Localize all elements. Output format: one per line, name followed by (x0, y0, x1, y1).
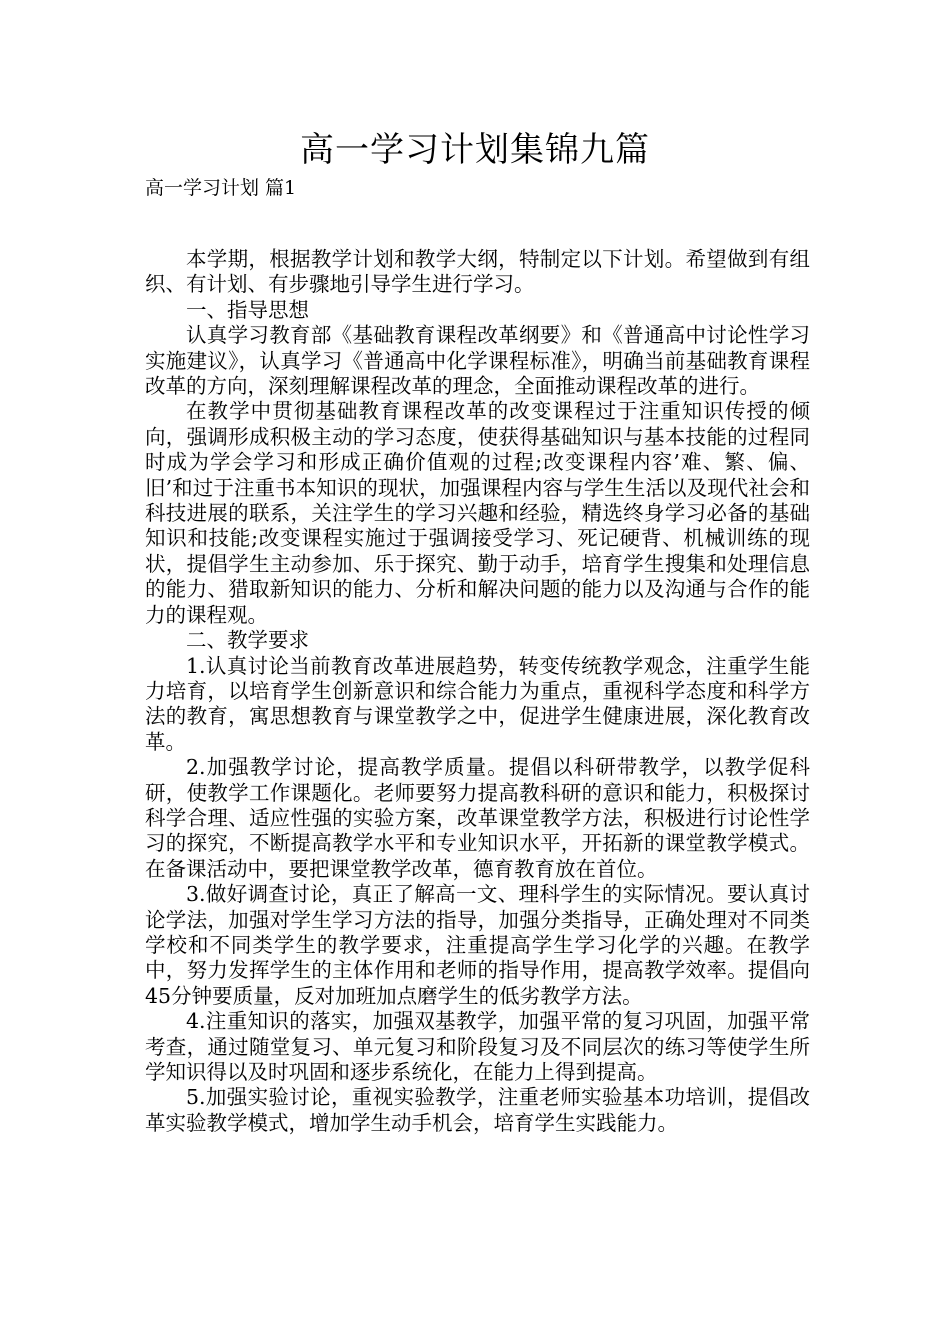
document-body (145, 247, 810, 1136)
list-item: 2.加强教学讨论，提高教学质量。提倡以科研带教学，以教学促科研，使教学工作课题化。老师要努力提高教科研的意识和能力，积极探讨科学合理、适应性强的实验方案，改革课堂教学方法，积极进行讨论性学习的探究，不断提高教学水平和专业知识水平，开拓新的课堂教学模式。在备课活动中，要把课堂教学改革，德育教育放在首位。 (145, 755, 810, 881)
list-item: 4.注重知识的落实，加强双基教学，加强平常的复习巩固，加强平常考查，通过随堂复习、单元复习和阶段复习及不同层次的练习等使学生所学知识得以及时巩固和逐步系统化，在能力上得到提高。 (145, 1009, 810, 1084)
paragraph-intro: 本学期，根据教学计划和教学大纲，特制定以下计划。希望做到有组织、有计划、有步骤地引导学生进行学习。 (145, 247, 810, 297)
list-item: 3.做好调查讨论，真正了解高一文、理科学生的实际情况。要认真讨论学法，加强对学生学习方法的指导，加强分类指导，正确处理对不同类学校和不同类学生的教学要求，注重提高学生学习化学的兴趣。在教学中，努力发挥学生的主体作用和老师的指导作用，提高教学效率。提倡向45分钟要质量，反对加班加点磨学生的低劣教学方法。 (145, 882, 810, 1008)
paragraph: 认真学习教育部《基础教育课程改革纲要》和《普通高中讨论性学习实施建议》，认真学习《普通高中化学课程标准》，明确当前基础教育课程改革的方向，深刻理解课程改革的理念，全面推动课程改革的进行。 (145, 323, 810, 399)
list-item: 1.认真讨论当前教育改革进展趋势，转变传统教学观念，注重学生能力培育，以培育学生创新意识和综合能力为重点，重视科学态度和科学方法的教育，寓思想教育与课堂教学之中，促进学生健康进展，深化教育改革。 (145, 653, 810, 754)
heading-guiding-ideology: 一、指导思想 (186, 297, 309, 322)
list-item: 5.加强实验讨论，重视实验教学，注重老师实验基本功培训，提倡改革实验教学模式，增加学生动手机会，培育学生实践能力。 (145, 1085, 810, 1135)
document-title: 高一学习计划集锦九篇 (300, 130, 650, 170)
heading-teaching-requirements: 二、教学要求 (186, 628, 309, 653)
paragraph: 在教学中贯彻基础教育课程改革的改变课程过于注重知识传授的倾向，强调形成积极主动的学习态度，使获得基础知识与基本技能的过程同时成为学会学习和形成正确价值观的过程;改变课程内容’难、繁、偏、旧’和过于注重书本知识的现状，加强课程内容与学生生活以及现代社会和科技进展的联系，关注学生的学习兴趣和经验，精选终身学习必备的基础知识和技能;改变课程实施过于强调接受学习、死记硬背、机械训练的现状，提倡学生主动参加、乐于探究、勤于动手，培育学生搜集和处理信息的能力、猎取新知识的能力、分析和解决问题的能力以及沟通与合作的能力的课程观。 (145, 399, 810, 627)
section-label: 高一学习计划 篇1 (145, 177, 297, 199)
